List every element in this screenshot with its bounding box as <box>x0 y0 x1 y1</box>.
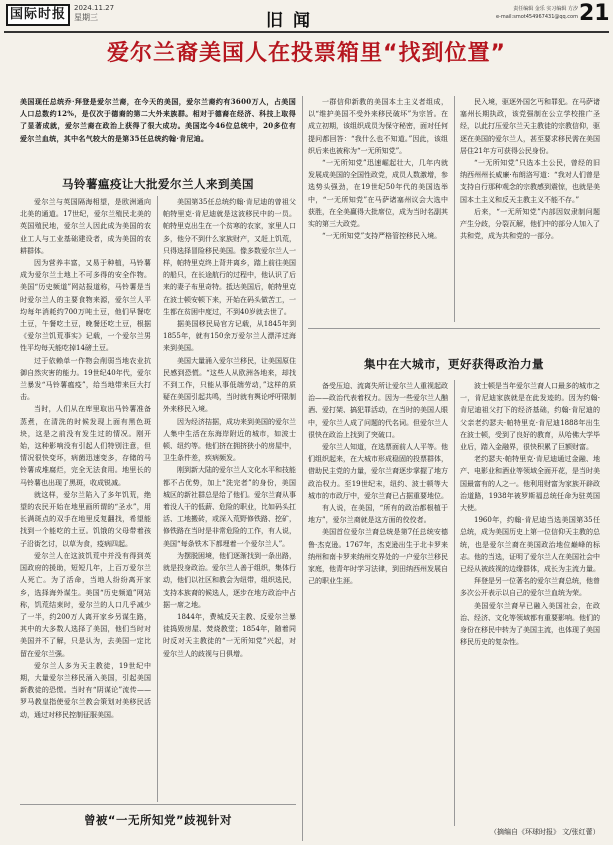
editor-credits <box>452 5 578 21</box>
paragraph: “一无所知党”只选本土公民，曾经的旧纳西州州长威廉·布朗洛写道：“我对人们曾是支持自行那种观念的宗教感到震惊，也就是美国本土主义和反天主教主义不能不存。” <box>460 159 600 204</box>
section-title: 旧闻 <box>266 11 320 31</box>
article-column-2 <box>163 196 296 802</box>
paragraph: 波士顿是当年爱尔兰裔人口最多的城市之一，肯尼迪家族就是在此发迹的。因为约翰·肯尼迪祖父打下的经济基础，约翰·肯尼迪的父亲老约瑟夫·帕特里克·肯尼迪1888年出生在波士顿，受到了良好的教育，从哈佛大学毕业后，踏入金融界，很快积累了巨额财富。 <box>460 382 600 452</box>
paragraph: 过于依赖单一作物会削弱当地农业抗御自然灾害的能力。19世纪40年代，爱尔兰暴发“马铃薯瘟疫”，给当地带来巨大打击。 <box>20 356 151 402</box>
paragraph: 拜登是另一位著名的爱尔兰裔总统，他曾多次公开表示以自己的爱尔兰血统为荣。 <box>460 577 600 598</box>
article-column-1 <box>20 196 151 802</box>
article-column-4-bottom <box>460 380 600 824</box>
column-divider <box>302 96 303 841</box>
paragraph: “一无所知党”支持严格管控移民入境。 <box>322 232 442 241</box>
paragraph: 1960年，约翰·肯尼迪当选美国第35任总统，成为美国历史上第一位信仰天主教的总统，也是爱尔兰裔在美国政治地位巅峰的标志。他的当选，证明了爱尔兰人在美国社会中已经从被歧视的边缘群体，成长为主流力量。 <box>460 516 600 574</box>
paragraph: 因为营养丰富，又易于种植，马铃薯成为爱尔兰土地上不可多得的安全作物。美国“历史频道”网站报道称，马铃薯是当时爱尔兰人的主要食物来源，爱尔兰人平均每年消耗约700万吨土豆，他们早餐吃土豆，午餐吃土豆，晚餐还吃土豆，根据《爱尔兰饥荒事实》记载，一个爱尔兰男性平均每天能吃掉14磅土豆。 <box>20 259 151 353</box>
editor-email: e-mail:smot454967431@qq.com <box>495 14 578 20</box>
paragraph: 当时，人们从在库里取出马铃薯准备蒸煮，在清洗的时候发现上面有黑色斑块，这是之前没有发生过的情况。刚开始，这种影响没有引起人们特别注意，但情况很快变坏，病菌迅速变多，存储的马铃薯成堆腐烂，完全无法食用。地里长的马铃薯也出现了黑斑，收成锐减。 <box>20 405 151 487</box>
paragraph: 老约瑟夫·帕特里克·肯尼迪通过金融、地产、电影业和酒业等领域全面开花，是当时美国最富有的人之一。他利用财富为家族开辟政治道路，1938年被罗斯福总统任命为驻英国大使。 <box>460 455 600 513</box>
article-lead: 美国现任总统乔·拜登是爱尔兰裔，在今天的美国，爱尔兰裔约有3600万人，占美国人口总数约12%，是仅次于德裔的第二大外来族群。相对于德裔在经济、科技上取得了显著成就，爱尔兰裔在政治上获得了很大成功。美国迄今46位总统中，20多位有爱尔兰血统，其中名气较大的是第35任总统约翰·肯尼迪。 <box>20 97 296 143</box>
issue-date: 2024.11.27 <box>74 4 115 12</box>
issue-weekday: 星期三 <box>74 13 98 22</box>
newspaper-logo: 国际时报 <box>6 4 70 26</box>
paragraph: 备受压迫、流离失所让爱尔兰人重视起政治——政治代表着权力。因为一些爱尔兰人酗酒、爱打架、搞犯罪活动，在当时的美国人眼中，爱尔兰人成了问题的代名词。但爱尔兰人很快在政治上找到了突破口。 <box>308 382 448 439</box>
paragraph: 美国首位爱尔兰裔总统是第7任总统安德鲁·杰克逊。1767年，杰克逊出生于北卡罗来纳州和南卡罗来纳州交界处的一户爱尔兰移民家庭，他青年时学习法律，到田纳西州发展自己的职业生涯。 <box>308 528 448 586</box>
paragraph: 据美国移民局官方记载，从1845年到1855年，就有150余万爱尔兰人漂洋过海来到美国。 <box>163 320 296 353</box>
paragraph: 美国大量涌入爱尔兰移民，让美国原住民感到恐慌。“这些人从欧洲各地来，却找不到工作，只能从事低端劳动，”这样的质疑在美国引起共鸣，当时就有舆论呼吁限制外来移民入境。 <box>163 356 296 414</box>
subhead-big-cities: 集中在大城市，更好获得政治力量 <box>364 357 544 371</box>
subhead-potato-famine: 马铃薯瘟疫让大批爱尔兰人来到美国 <box>62 177 254 191</box>
article-headline: 爱尔兰裔美国人在投票箱里“找到位置” <box>107 41 506 66</box>
editor-names: 责任编辑 金乐 实习编辑 方汐 <box>513 6 578 12</box>
issue-date-block <box>74 4 114 23</box>
paragraph: 1844年，费城反天主教、反爱尔兰暴徒捣毁房屋、焚烧教堂；1854年，随着同时反对天主教徒的“一无所知党”兴起，对爱尔兰人的歧视与日俱增。 <box>163 612 296 658</box>
paragraph: 就这样，爱尔兰陷入了多年饥荒，绝望的农民开始在地里画所谓的“圣水”，用长满斑点的双手在地里反复翻找，希望能找到一个能吃的土豆。饥饿的父母带着孩子沿街乞讨，以草为食，疫病四起。 <box>20 490 151 548</box>
subhead-know-nothing: 曾被“一无所知党”歧视针对 <box>83 813 233 827</box>
header-rule <box>4 31 609 33</box>
section-divider <box>20 804 296 805</box>
article-column-3-bottom <box>308 380 448 826</box>
column-divider <box>454 380 455 826</box>
article-column-3-top <box>308 96 448 322</box>
paragraph: 爱尔兰人在这波饥荒中并没有得到英国政府的援助，短短几年，上百万爱尔兰人死亡。为了活命，当地人纷纷离开家乡，选择海外谋生。美国“历史频道”网站称，饥荒结束时，爱尔兰的人口几乎减少了一半，约200万人离开家乡另谋生路，其中的大多数人选择了美国，他们当时对美国并不了解，只是认为，去美国一定比留在爱尔兰强。 <box>20 551 151 658</box>
paragraph: 美国第35任总统约翰·肯尼迪的曾祖父帕特里克·肯尼迪就是这波移民中的一员。帕特里克出生在一个贫寒的农家，家里人口多，他分不到什么家族财产，又赶上饥荒，只得选择冒险移民美国。像多数爱尔兰人一样，帕特里克终上背井离乡，踏上前往美国的船只，在长途航行的过程中，他认识了后来的妻子布里奇特。抵达美国后，帕特里克在波士顿安顿下来，开始在码头做苦工，一生都在贫困中度过，不到40岁就去世了。 <box>163 198 296 316</box>
page-header <box>0 0 613 34</box>
paragraph: 因为经济拮据，成功来到美国的爱尔兰人集中生活在东海岸附近的城市，如波士顿、纽约等。他们挤在拥挤狭小的房屋中，卫生条件差，疾病频发。 <box>163 417 296 463</box>
page-number: 21 <box>579 1 610 26</box>
paragraph: “一无所知党”迅速崛起壮大，几年内就发展成美国的全国性政党，成员人数激增，参选势头强劲，在19世纪50年代的美国选举中，“一无所知党”在马萨诸塞州议会大选中获胜，在全美赢得大批席位，成为当时名副其实的第三大政党。 <box>308 159 448 229</box>
paragraph: 一群信仰新教的美国本土主义者组成，以“维护美国不受外来移民破坏”为宗旨。在成立初期，该组织成员为保守秘密，面对任何提问都回答：“我什么也不知道。”因此，该组织后来也被称为“一无所知党”。 <box>308 98 448 155</box>
article-column-4-top <box>460 96 600 322</box>
paragraph: 为摆脱困境，他们逐渐找到一条出路，就是投身政治。爱尔兰人善于组织，集体行动，他们以社区和教会为纽带，组织选民，支持本族裔的候选人，逐步在地方政治中占据一席之地。 <box>163 551 296 609</box>
section-divider <box>308 328 600 329</box>
paragraph: 刚到新大陆的爱尔兰人文化水平和技能都不占优势，加上“洗完者”的身份，美国城区的新社群总是给了他们。爱尔兰裔从事着没人干的低薪、危险的职业，比如码头扛活、工地搬砖，或深入荒野修铁路、挖矿，修铁路在当时是非常危险的工作，有人说，美国“每条铁木下都埋着一个爱尔兰人”。 <box>163 466 296 548</box>
paragraph: 爱尔兰人知道，在选票面前人人平等。他们组织起来，在大城市形成稳固的投票群体，借助民主党的力量，爱尔兰裔逐步掌握了地方政治权力。至19世纪末，纽约、波士顿等大城市的市政厅中，爱尔兰裔已占据重要地位。 <box>308 443 448 500</box>
column-divider <box>454 96 455 322</box>
article-credit: （摘编自《环球时报》 文/张红蕾） <box>490 828 600 836</box>
paragraph: 民入境，驱逐外国乞丐和罪犯。在马萨诸塞州长期执政，该党强制在公立学校推广圣经，以此打压爱尔兰天主教徒的宗教信仰，驱逐在美国的爱尔兰人，甚至要求移民需在美国居住21年方可获得公民身份。 <box>460 98 600 155</box>
column-divider <box>157 196 158 802</box>
paragraph: 后来，“一无所知党”内部因奴隶制问题产生分歧，分裂瓦解，他们中的部分人加入了共和党，成为共和党的一部分。 <box>460 207 600 241</box>
paragraph: 美国爱尔兰裔早已融入美国社会，在政治、经济、文化等领域都有重要影响。他们的身份在移民中转为了美国主流，也体现了美国移民历史的复杂性。 <box>460 601 600 647</box>
paragraph: 有人说，在美国，“所有的政治都根植于地方”，爱尔兰裔就是这方面的佼佼者。 <box>308 504 448 525</box>
paragraph: 爱尔兰与英国隔海相望，是欧洲通向北美的通道。17世纪，爱尔兰殖民北美的英国殖民地，爱尔兰人因此成为美国的农业工人与工业基础建设者，成为美国的农耕群体。 <box>20 198 151 255</box>
paragraph: 爱尔兰人多为天主教徒，19世纪中期，大量爱尔兰移民涌入美国，引起美国新教徒的恐慌。当时有“阴谋论”流传——罗马教皇指使爱尔兰教会策划对美移民活动，通过对移民控制征服美国。 <box>20 661 151 719</box>
